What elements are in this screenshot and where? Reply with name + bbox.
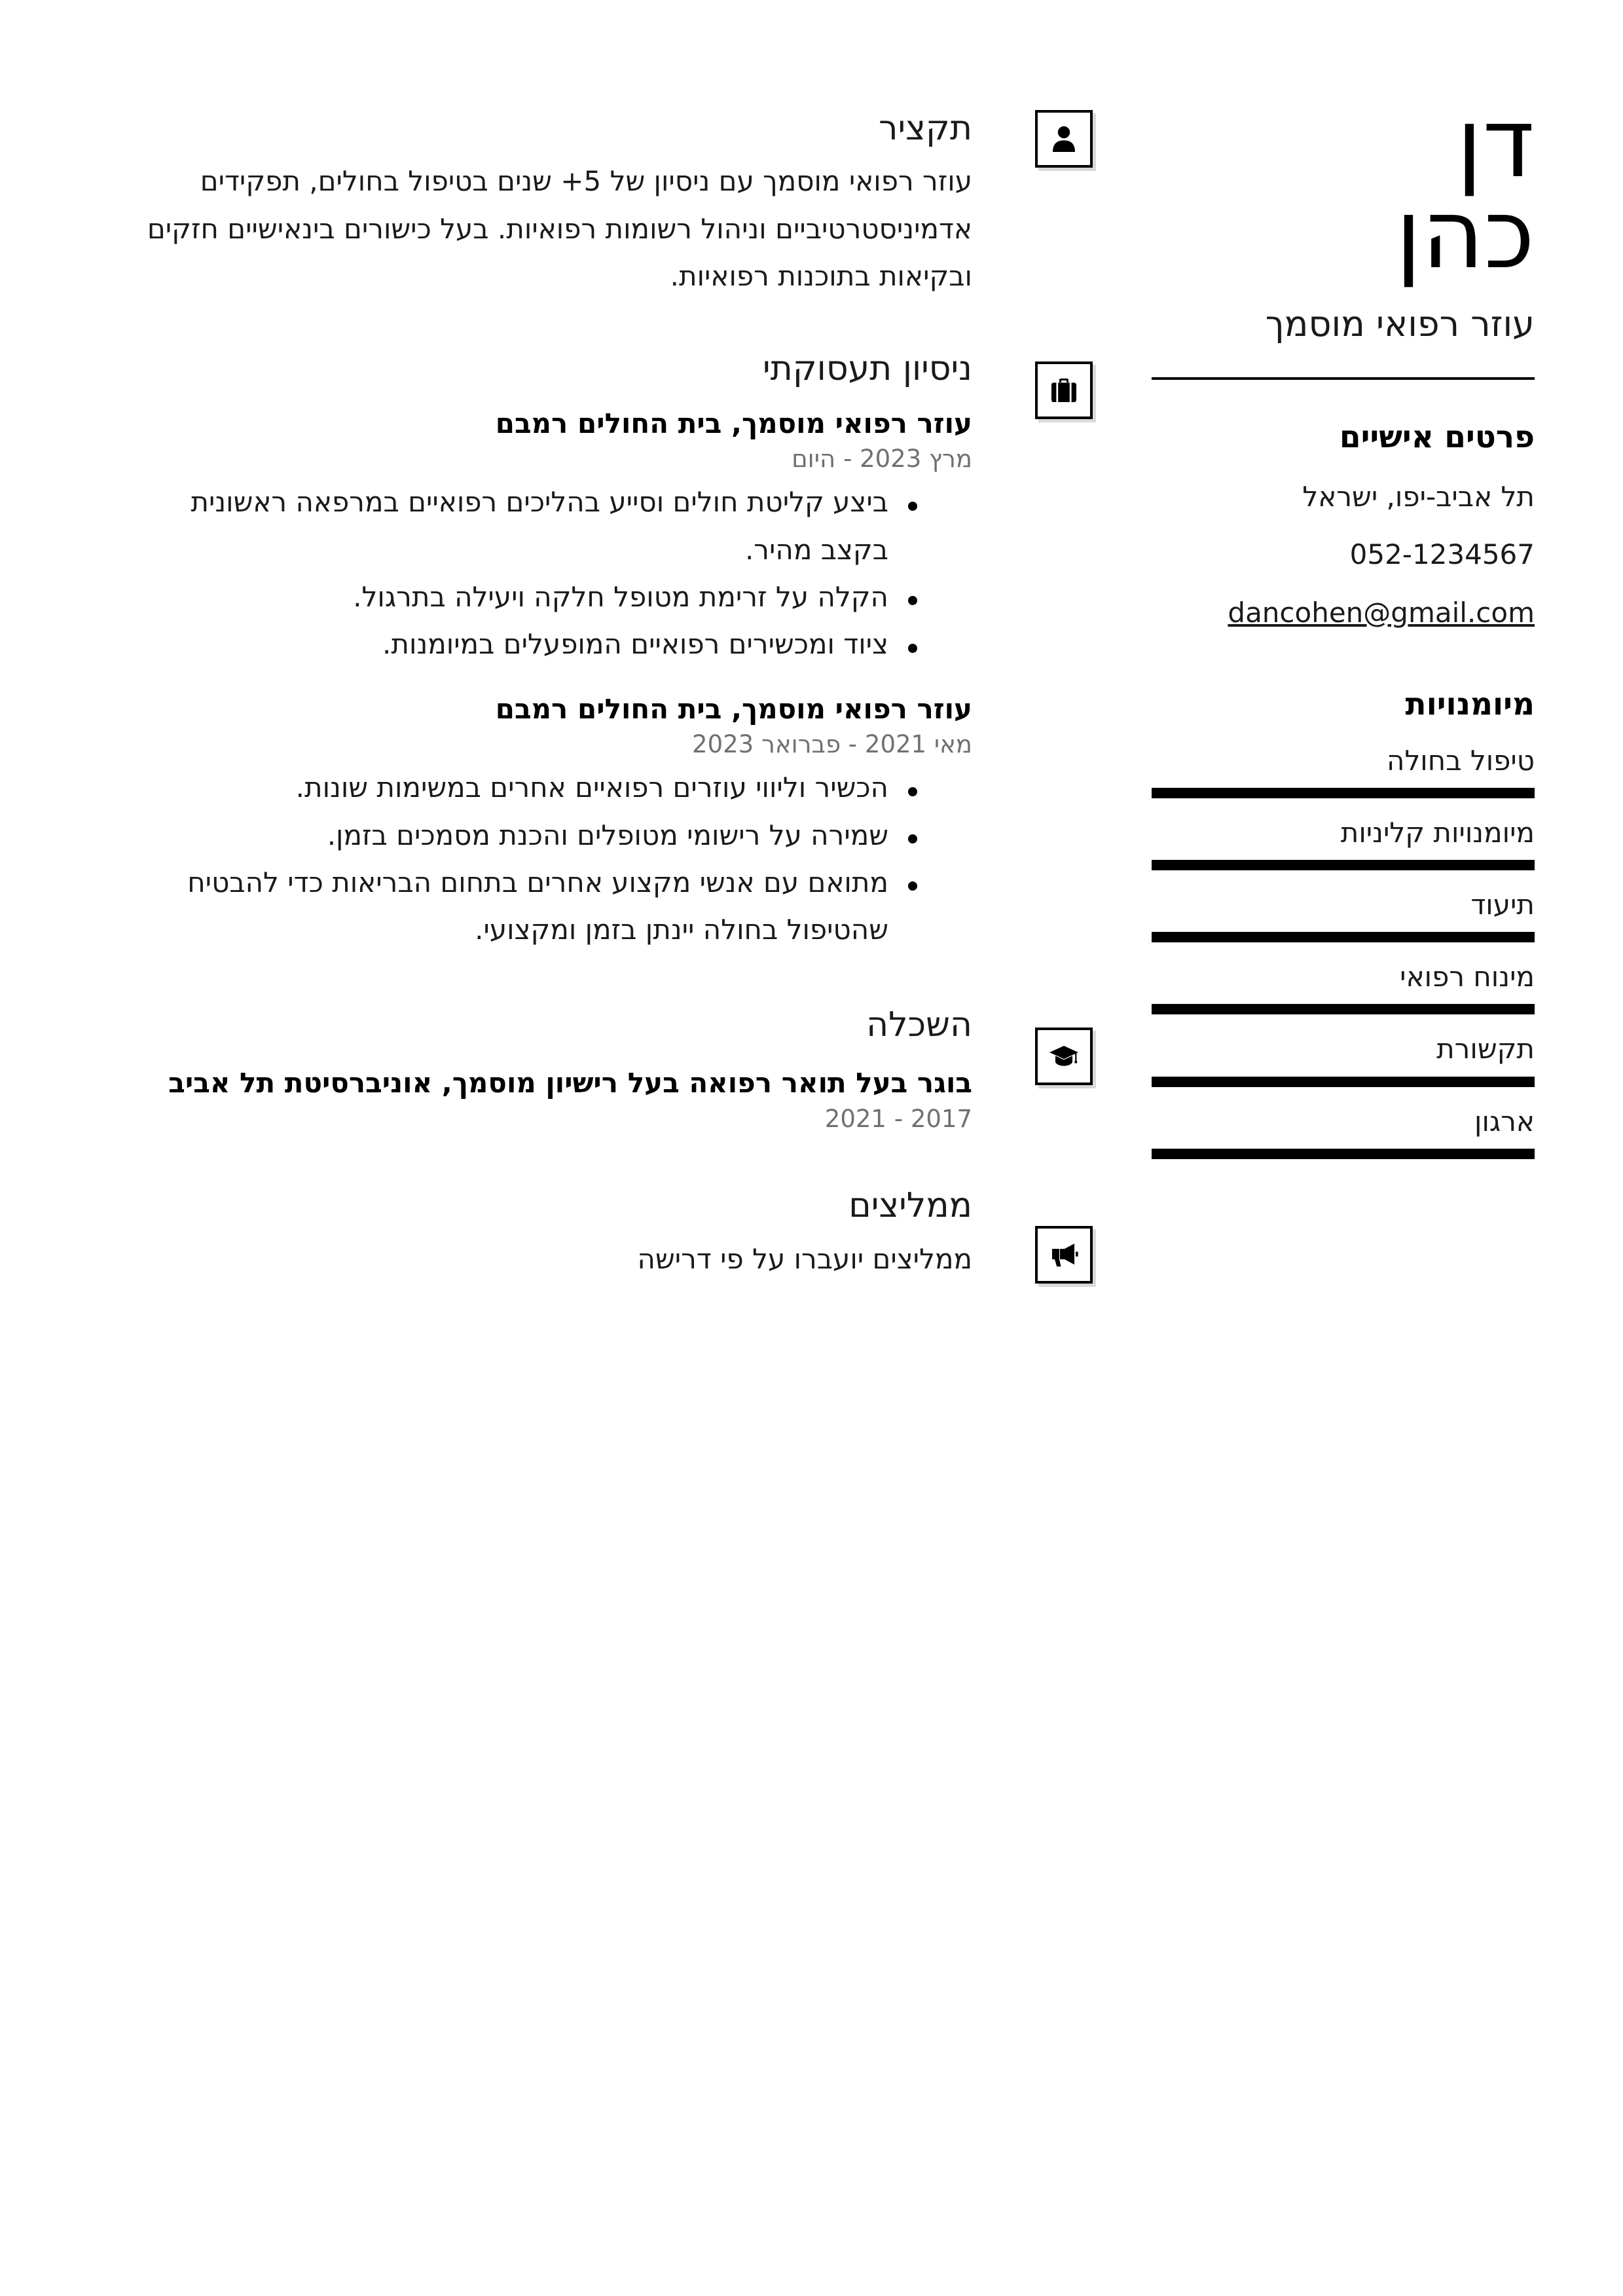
- megaphone-icon: [1035, 1226, 1093, 1284]
- email-link[interactable]: dancohen@gmail.com: [1228, 596, 1535, 629]
- experience-title: ניסיון תעסוקתי: [762, 349, 972, 389]
- bullet-item: ציוד ומכשירים רפואיים המופעלים במיומנות.: [128, 621, 888, 668]
- skill-label: מיומנויות קליניות: [1340, 816, 1535, 849]
- skill-bar: [1152, 932, 1535, 942]
- education-title: השכלה: [866, 1005, 972, 1045]
- job-title: עוזר רפואי מוסמך: [1265, 303, 1535, 345]
- skill-bar-fill: [1152, 788, 1535, 798]
- divider: [1152, 377, 1535, 380]
- skill-label: תיעוד: [1470, 889, 1535, 921]
- skill-bar-fill: [1152, 1004, 1535, 1014]
- references-text: ממליצים יועברו על פי דרישה: [637, 1242, 972, 1275]
- bullet-item: הכשיר וליווי עוזרים רפואיים אחרים במשימות שונות.: [128, 764, 888, 811]
- skill-item: [1152, 818, 1535, 870]
- references-title: ממליצים: [848, 1186, 972, 1226]
- last-name: כהן: [1395, 178, 1535, 290]
- location: תל אביב-יפו, ישראל: [1302, 481, 1535, 513]
- person-icon: [1035, 110, 1093, 168]
- skill-item: [1152, 962, 1535, 1014]
- skill-bar: [1152, 1077, 1535, 1087]
- phone: 052-1234567: [1349, 538, 1535, 571]
- job-dates: מרץ 2023 - היום: [792, 445, 972, 473]
- skill-item: [1152, 890, 1535, 942]
- skill-label: תקשורת: [1436, 1033, 1535, 1065]
- skills-heading: מיומנויות: [1405, 686, 1535, 722]
- skill-bar-fill: [1152, 860, 1535, 870]
- briefcase-icon: [1035, 361, 1093, 419]
- skill-item: [1152, 1034, 1535, 1086]
- summary-title: תקציר: [879, 109, 972, 148]
- skills-section: [1152, 686, 1535, 1159]
- skill-bar-fill: [1152, 1077, 1535, 1087]
- main-content: [128, 108, 972, 1283]
- bullet-item: הקלה על זרימת מטופל חלקה ויעילה בתרגול.: [128, 574, 888, 621]
- job-bullets: [128, 479, 972, 668]
- skill-bar-fill: [1152, 932, 1535, 942]
- personal-details-heading: פרטים אישיים: [1339, 419, 1535, 456]
- sidebar: [1152, 88, 1535, 1159]
- references-section: [128, 1185, 972, 1283]
- experience-section: [128, 348, 972, 954]
- personal-details: [1152, 419, 1535, 627]
- job-bullets: [128, 764, 972, 954]
- education-heading: בוגר בעל תואר רפואה בעל רישיון מוסמך, אוניברסיטת תל אביב: [168, 1066, 972, 1099]
- skill-bar: [1152, 1149, 1535, 1159]
- skill-bar: [1152, 1004, 1535, 1014]
- job-heading: עוזר רפואי מוסמך, בית החולים רמבם: [495, 407, 972, 440]
- bullet-item: ביצע קליטת חולים וסייע בהליכים רפואיים במרפאה ראשונית בקצב מהיר.: [128, 479, 888, 573]
- skill-item: [1152, 1107, 1535, 1159]
- skill-label: ארגון: [1474, 1105, 1535, 1138]
- full-name: [1152, 88, 1535, 290]
- education-section: [128, 1005, 972, 1133]
- skill-bar: [1152, 860, 1535, 870]
- skill-bar-fill: [1152, 1149, 1535, 1159]
- first-name: דן: [1456, 88, 1535, 199]
- skill-label: מינוח רפואי: [1400, 961, 1535, 993]
- skill-item: [1152, 746, 1535, 798]
- skill-bar: [1152, 788, 1535, 798]
- summary-text: עוזר רפואי מוסמך עם ניסיון של 5+ שנים בטיפול בחולים, תפקידים אדמיניסטרטיביים וניהול רשומות רפואיות. בעל כישורים בינאישיים חזקים ובקיאות בתוכנות רפואיות.: [147, 165, 972, 292]
- education-dates: 2017 - 2021: [824, 1105, 972, 1134]
- summary-section: [128, 108, 972, 300]
- skill-label: טיפול בחולה: [1387, 744, 1535, 777]
- job-dates: מאי 2021 - פברואר 2023: [692, 730, 972, 758]
- graduation-cap-icon: [1035, 1028, 1093, 1085]
- bullet-item: שמירה על רישומי מטופלים והכנת מסמכים בזמן.: [128, 812, 888, 859]
- job-heading: עוזר רפואי מוסמך, בית החולים רמבם: [495, 693, 972, 726]
- bullet-item: מתואם עם אנשי מקצוע אחרים בתחום הבריאות כדי להבטיח שהטיפול בחולה יינתן בזמן ומקצועי.: [128, 859, 888, 954]
